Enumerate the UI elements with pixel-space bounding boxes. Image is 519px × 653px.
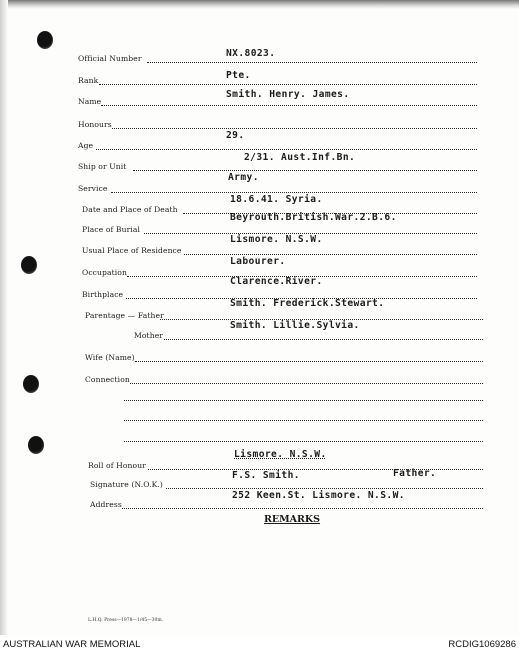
roll-of-honour-value: Lismore. N.S.W. — [234, 449, 327, 460]
father-value: Smith. Frederick.Stewart. — [230, 298, 385, 309]
service-value: Army. — [228, 172, 259, 183]
signature-line — [166, 488, 483, 489]
punch-hole-icon — [28, 436, 44, 454]
official-number-value: NX.8023. — [226, 48, 276, 59]
punch-hole-icon — [23, 375, 39, 393]
mother-line — [164, 339, 483, 340]
birthplace-value: Clarence.River. — [230, 276, 323, 287]
residence-label: Usual Place of Residence — [82, 246, 182, 255]
age-label: Age — [78, 141, 94, 150]
address-label: Address — [90, 500, 122, 509]
scan-left-edge — [0, 0, 8, 635]
rank-value: Pte. — [226, 70, 251, 81]
connection-line — [130, 383, 483, 384]
honours-label: Honours — [78, 120, 112, 129]
ship-unit-line — [133, 170, 477, 171]
residence-line — [184, 254, 477, 255]
age-value: 29. — [226, 130, 245, 141]
source-label: AUSTRALIAN WAR MEMORIAL — [3, 639, 141, 650]
connection-line-4 — [124, 441, 483, 442]
scan-top-edge — [0, 0, 519, 9]
connection-line-2 — [124, 400, 483, 401]
burial-value: Beyrouth.British.War.2.B.6. — [230, 212, 397, 223]
archive-footer — [0, 635, 519, 653]
official-number-line — [147, 62, 477, 63]
service-line — [111, 192, 477, 193]
signature-label: Signature (N.O.K.) — [90, 480, 163, 489]
service-label: Service — [78, 184, 108, 193]
burial-label: Place of Burial — [82, 225, 141, 234]
remarks-heading: REMARKS — [264, 514, 321, 525]
roll-of-honour-label: Roll of Honour — [88, 461, 146, 470]
record-id: RCDIG1069286 — [448, 639, 516, 650]
wife-label: Wife (Name) — [85, 353, 135, 362]
age-line — [96, 149, 477, 150]
punch-hole-icon — [37, 31, 53, 49]
death-label: Date and Place of Death — [82, 205, 178, 214]
signature-value: F.S. Smith. — [232, 470, 300, 481]
ship-unit-label: Ship or Unit — [78, 162, 127, 171]
rank-label: Rank — [78, 76, 99, 85]
connection-label: Connection — [85, 375, 130, 384]
father-label: Parentage — Father — [85, 311, 164, 320]
rank-line — [99, 84, 477, 85]
address-value: 252 Keen.St. Lismore. N.S.W. — [232, 490, 405, 501]
official-number-label: Official Number — [78, 54, 142, 63]
ship-unit-value: 2/31. Aust.Inf.Bn. — [244, 152, 356, 163]
address-line — [122, 508, 483, 509]
name-value: Smith. Henry. James. — [226, 89, 350, 100]
birthplace-label: Birthplace — [82, 290, 124, 299]
occupation-label: Occupation — [82, 268, 127, 277]
punch-hole-icon — [21, 256, 37, 274]
mother-label: Mother — [134, 331, 164, 340]
mother-value: Smith. Lillie.Sylvia. — [230, 320, 360, 331]
signature-relation: Father. — [393, 468, 437, 479]
name-line — [101, 105, 477, 106]
wife-line — [135, 361, 483, 362]
print-reference: L.H.Q. Press—1978—1/45—30m. — [88, 618, 164, 623]
occupation-value: Labourer. — [230, 256, 286, 267]
residence-value: Lismore. N.S.W. — [230, 234, 323, 245]
name-label: Name — [78, 97, 102, 106]
honours-line — [112, 128, 477, 129]
connection-line-3 — [124, 420, 483, 421]
death-value: 18.6.41. Syria. — [230, 194, 323, 205]
